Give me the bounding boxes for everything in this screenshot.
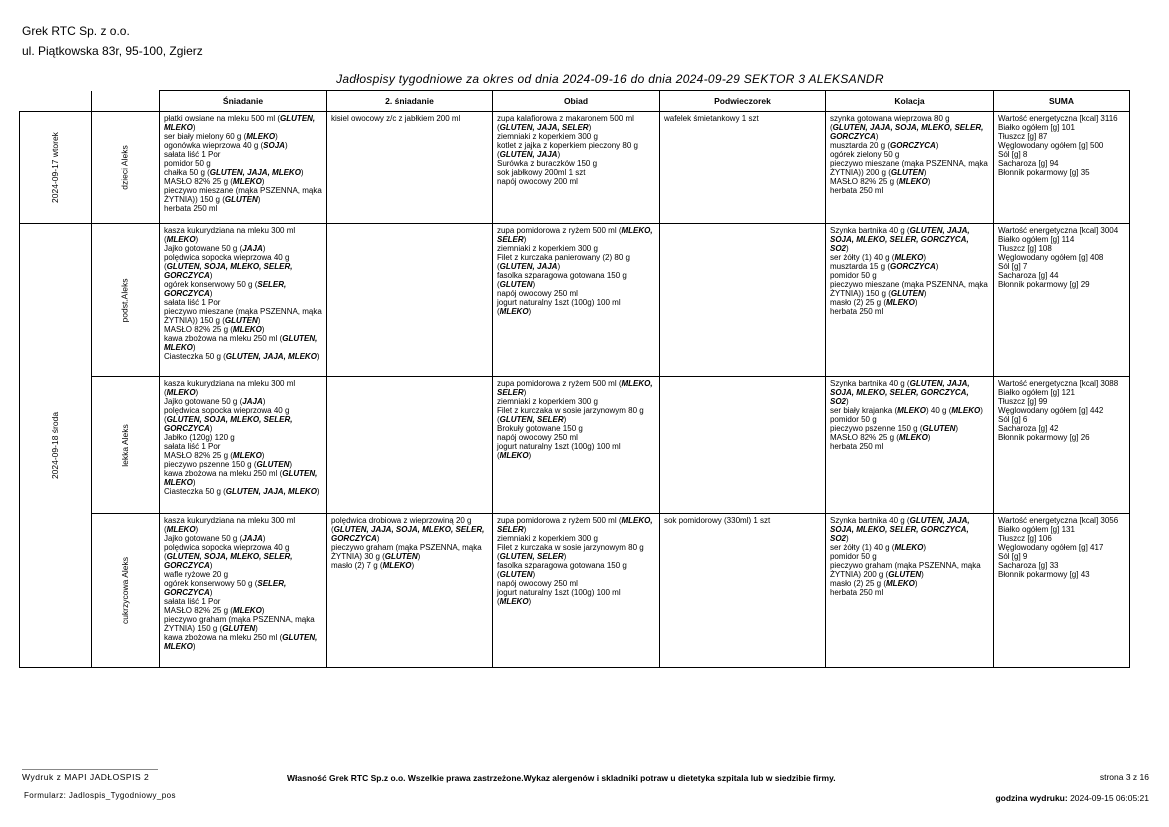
- column-header-suma: SUMA: [993, 91, 1129, 112]
- diet-label: cukrzycowa Aleks: [91, 514, 159, 668]
- meal-cell: kasza kukurydziana na mleku 300 ml (MLEKO) Jajko gotowane 50 g (JAJA) polędwica sopocka wieprzowa 40 g (GLUTEN, SOJA, MLEKO, SELER, GORCZYCA) ogórek konserwowy 50 g (SELER, GORCZYCA) sałata liść 1 Por pieczywo mieszane (mąka PSZENNA, mąka ŻYTNIA)) 150 g (GLUTEN) MASŁO 82% 25 g (MLEKO) kawa zbożowa na mleku 250 ml (GLUTEN, MLEKO) Ciasteczka 50 g (GLUTEN, JAJA, MLEKO): [159, 224, 326, 377]
- meal-cell: polędwica drobiowa z wieprzowiną 20 g (GLUTEN, JAJA, SOJA, MLEKO, SELER, GORCZYCA) pieczywo graham (mąka PSZENNA, mąka ŻYTNIA) 30 g (GLUTEN) masło (2) 7 g (MLEKO): [326, 514, 492, 668]
- column-header-podwieczorek: Podwieczorek: [659, 91, 825, 112]
- column-header-drugie-sniadanie: 2. śniadanie: [326, 91, 492, 112]
- document-title: Jadłospisy tygodniowe za okres od dnia 2024-09-16 do dnia 2024-09-29 SEKTOR 3 ALEKSANDR: [336, 72, 884, 86]
- table-row: [20, 377, 1130, 514]
- corner-blank: [20, 91, 92, 112]
- print-timestamp-label: godzina wydruku:: [995, 793, 1068, 803]
- table-row: [20, 224, 1130, 377]
- meal-cell: zupa pomidorowa z ryżem 500 ml (MLEKO, SELER) ziemniaki z koperkiem 300 g Filet z kurczaka panierowany (2) 80 g (GLUTEN, JAJA) fasolka szparagowa gotowana 150 g (GLUTEN) napój owocowy 250 ml jogurt naturalny 1szt (100g) 100 ml (MLEKO): [492, 224, 659, 377]
- meal-cell: kasza kukurydziana na mleku 300 ml (MLEKO) Jajko gotowane 50 g (JAJA) polędwica sopocka wieprzowa 40 g (GLUTEN, SOJA, MLEKO, SELER, GORCZYCA) Jabłko (120g) 120 g sałata liść 1 Por MASŁO 82% 25 g (MLEKO) pieczywo pszenne 150 g (GLUTEN) kawa zbożowa na mleku 250 ml (GLUTEN, MLEKO) Ciasteczka 50 g (GLUTEN, JAJA, MLEKO): [159, 377, 326, 514]
- meal-cell: [659, 377, 825, 514]
- summary-cell: Wartość energetyczna [kcal] 3116 Białko ogółem [g] 101 Tłuszcz [g] 87 Węglowodany ogółem [g] 500 Sól [g] 8 Sacharoza [g] 94 Błonnik pokarmowy [g] 35: [993, 112, 1129, 224]
- column-header-obiad: Obiad: [492, 91, 659, 112]
- corner-blank: [91, 91, 159, 112]
- meal-cell: [326, 377, 492, 514]
- table-row: [20, 112, 1130, 224]
- menu-table: [19, 90, 1130, 668]
- meal-cell: Szynka bartnika 40 g (GLUTEN, JAJA, SOJA, MLEKO, SELER, GORCZYCA, SO2) ser żółty (1) 40 g (MLEKO) pomidor 50 g pieczywo graham (mąka PSZENNA, mąka ŻYTNIA) 200 g (GLUTEN) masło (2) 25 g (MLEKO) herbata 250 ml: [825, 514, 993, 668]
- footer-copyright: Własność Grek RTC Sp.z o.o. Wszelkie prawa zastrzeżone.Wykaz alergenów i skladniki potraw u dietetyka szpitala lub w siedzibie firmy.: [287, 773, 836, 783]
- meal-cell: Szynka bartnika 40 g (GLUTEN, JAJA, SOJA, MLEKO, SELER, GORCZYCA, SO2) ser żółty (1) 40 g (MLEKO) musztarda 15 g (GORCZYCA) pomidor 50 g pieczywo mieszane (mąka PSZENNA, mąka ŻYTNIA)) 150 g (GLUTEN) masło (2) 25 g (MLEKO) herbata 250 ml: [825, 224, 993, 377]
- meal-cell: [659, 224, 825, 377]
- meal-cell: Szynka bartnika 40 g (GLUTEN, JAJA, SOJA, MLEKO, SELER, GORCZYCA, SO2) ser biały krajanka (MLEKO) 40 g (MLEKO) pomidor 50 g pieczywo pszenne 150 g (GLUTEN) MASŁO 82% 25 g (MLEKO) herbata 250 ml: [825, 377, 993, 514]
- meal-cell: kisiel owocowy z/c z jabłkiem 200 ml: [326, 112, 492, 224]
- meal-cell: zupa pomidorowa z ryżem 500 ml (MLEKO, SELER) ziemniaki z koperkiem 300 g Filet z kurczaka w sosie jarzynowym 80 g (GLUTEN, SELER) Brokuły gotowane 150 g napój owocowy 250 ml jogurt naturalny 1szt (100g) 100 ml (MLEKO): [492, 377, 659, 514]
- footer-form-name: Formularz: Jadlospis_Tygodniowy_pos: [24, 791, 176, 800]
- page-number: strona 3 z 16: [1099, 772, 1149, 782]
- meal-cell: zupa pomidorowa z ryżem 500 ml (MLEKO, SELER) ziemniaki z koperkiem 300 g Filet z kurczaka w sosie jarzynowym 80 g (GLUTEN, SELER) fasolka szparagowa gotowana 150 g (GLUTEN) napój owocowy 250 ml jogurt naturalny 1szt (100g) 100 ml (MLEKO): [492, 514, 659, 668]
- day-label: 2024-09-18 środa: [20, 224, 92, 668]
- day-label: 2024-09-17 wtorek: [20, 112, 92, 224]
- meal-cell: [326, 224, 492, 377]
- column-header-kolacja: Kolacja: [825, 91, 993, 112]
- footer-divider: [22, 769, 158, 770]
- company-address: ul. Piątkowska 83r, 95-100, Zgierz: [22, 44, 203, 58]
- meal-cell: szynka gotowana wieprzowa 80 g (GLUTEN, JAJA, SOJA, MLEKO, SELER, GORCZYCA) musztarda 20 g (GORCZYCA) ogórek zielony 50 g pieczywo mieszane (mąka PSZENNA, mąka ŻYTNIA)) 200 g (GLUTEN) MASŁO 82% 25 g (MLEKO) herbata 250 ml: [825, 112, 993, 224]
- print-timestamp: [995, 793, 1149, 803]
- summary-cell: Wartość energetyczna [kcal] 3088 Białko ogółem [g] 121 Tłuszcz [g] 99 Węglowodany ogółem [g] 442 Sól [g] 6 Sacharoza [g] 42 Błonnik pokarmowy [g] 26: [993, 377, 1129, 514]
- footer-print-source: Wydruk z MAPI JADŁOSPIS 2: [22, 772, 150, 782]
- meal-cell: zupa kalafiorowa z makaronem 500 ml (GLUTEN, JAJA, SELER) ziemniaki z koperkiem 300 g kotlet z jajka z koperkiem pieczony 80 g (GLUTEN, JAJA) Surówka z buraczków 150 g sok jabłkowy 200ml 1 szt napój owocowy 200 ml: [492, 112, 659, 224]
- summary-cell: Wartość energetyczna [kcal] 3004 Białko ogółem [g] 114 Tłuszcz [g] 108 Węglowodany ogółem [g] 408 Sól [g] 7 Sacharoza [g] 44 Błonnik pokarmowy [g] 29: [993, 224, 1129, 377]
- table-row: [20, 514, 1130, 668]
- meal-cell: kasza kukurydziana na mleku 300 ml (MLEKO) Jajko gotowane 50 g (JAJA) polędwica sopocka wieprzowa 40 g (GLUTEN, SOJA, MLEKO, SELER, GORCZYCA) wafle ryżowe 20 g ogórek konserwowy 50 g (SELER, GORCZYCA) sałata liść 1 Por MASŁO 82% 25 g (MLEKO) pieczywo graham (mąka PSZENNA, mąka ŻYTNIA) 150 g (GLUTEN) kawa zbożowa na mleku 250 ml (GLUTEN, MLEKO): [159, 514, 326, 668]
- column-header-sniadanie: Śniadanie: [159, 91, 326, 112]
- diet-label: lekka Aleks: [91, 377, 159, 514]
- meal-cell: wafelek śmietankowy 1 szt: [659, 112, 825, 224]
- meal-cell: płatki owsiane na mleku 500 ml (GLUTEN, MLEKO) ser biały mielony 60 g (MLEKO) ogonówka wieprzowa 40 g (SOJA) sałata liść 1 Por pomidor 50 g chałka 50 g (GLUTEN, JAJA, MLEKO) MASŁO 82% 25 g (MLEKO) pieczywo mieszane (mąka PSZENNA, mąka ŻYTNIA)) 150 g (GLUTEN) herbata 250 ml: [159, 112, 326, 224]
- header-row: [20, 91, 1130, 112]
- print-timestamp-value: 2024-09-15 06:05:21: [1070, 793, 1149, 803]
- company-name: Grek RTC Sp. z o.o.: [22, 24, 130, 38]
- meal-cell: sok pomidorowy (330ml) 1 szt: [659, 514, 825, 668]
- diet-label: dzieci Aleks: [91, 112, 159, 224]
- summary-cell: Wartość energetyczna [kcal] 3056 Białko ogółem [g] 131 Tłuszcz [g] 106 Węglowodany ogółem [g] 417 Sól [g] 9 Sacharoza [g] 33 Błonnik pokarmowy [g] 43: [993, 514, 1129, 668]
- diet-label: podst.Aleks: [91, 224, 159, 377]
